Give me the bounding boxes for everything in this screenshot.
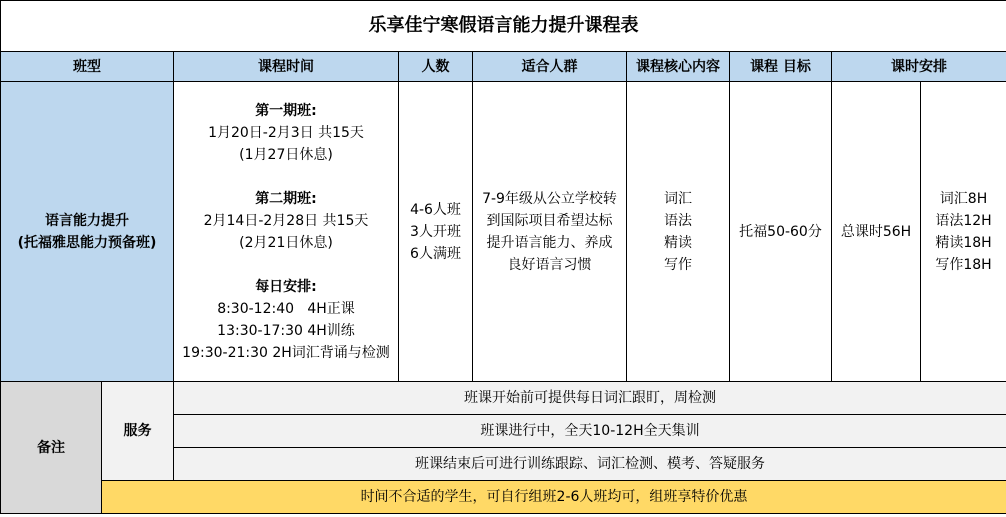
goal-cell: 托福50-60分 [730,82,832,382]
service-item-2: 班课进行中，全天10-12H全天集训 [174,415,1006,448]
schedule-cell [174,82,399,382]
service-row-1 [1,382,1006,415]
course-name: 语言能力提升 [45,212,129,229]
notes-label: 备注 [1,382,102,514]
service-item-1: 班课开始前可提供每日词汇跟盯，周检测 [174,382,1006,415]
period1-dates: 1月20日-2月3日 共15天 [208,124,364,141]
header-core: 课程核心内容 [627,52,730,82]
size-line: 3人开班 [410,223,461,240]
header-schedule: 课程时间 [174,52,399,82]
core-cell [627,82,730,382]
total-hours-cell: 总课时56H [832,82,921,382]
size-line: 6人满班 [410,245,461,262]
core-item: 语法 [664,212,692,229]
size-cell [399,82,473,382]
hours-item: 语法12H [935,212,992,229]
daily-title: 每日安排: [255,278,317,295]
core-item: 精读 [664,234,692,251]
daily-item-1: 8:30-12:40 4H正课 [217,300,355,317]
service-label: 服务 [102,382,174,481]
core-item: 写作 [664,256,692,273]
period2-rest: (2月21日休息) [239,234,333,251]
group-discount-note: 时间不合适的学生，可自行组班2-6人班均可，组班享特价优惠 [102,481,1006,514]
period1-rest: (1月27日休息) [239,146,333,163]
hours-breakdown-cell [921,82,1006,382]
period1-title: 第一期班: [255,102,317,119]
header-goal: 课程 目标 [730,52,832,82]
size-line: 4-6人班 [410,201,461,218]
header-row [1,52,1006,82]
daily-item-3: 19:30-21:30 2H词汇背诵与检测 [182,344,390,361]
course-name-cell [1,82,174,382]
hours-item: 写作18H [935,256,992,273]
header-class-type: 班型 [1,52,174,82]
audience-line: 良好语言习惯 [507,256,592,273]
header-audience: 适合人群 [473,52,627,82]
course-subtitle: (托福雅思能力预备班) [17,234,157,251]
hours-item: 词汇8H [939,190,988,207]
service-item-3: 班课结束后可进行训练跟踪、词汇检测、模考、答疑服务 [174,448,1006,481]
page-title: 乐享佳宁寒假语言能力提升课程表 [1,1,1006,52]
audience-cell [473,82,627,382]
period2-title: 第二期班: [255,190,317,207]
period2-dates: 2月14日-2月28日 共15天 [203,212,369,229]
audience-line: 7-9年级从公立学校转 [482,190,617,207]
highlight-row [1,481,1006,514]
core-item: 词汇 [664,190,692,207]
daily-item-2: 13:30-17:30 4H训练 [217,322,355,339]
header-hours: 课时安排 [832,52,1006,82]
course-row [1,82,1006,382]
header-size: 人数 [399,52,473,82]
audience-line: 提升语言能力、养成 [486,234,613,251]
audience-line: 到国际项目希望达标 [486,212,613,229]
hours-item: 精读18H [935,234,992,251]
